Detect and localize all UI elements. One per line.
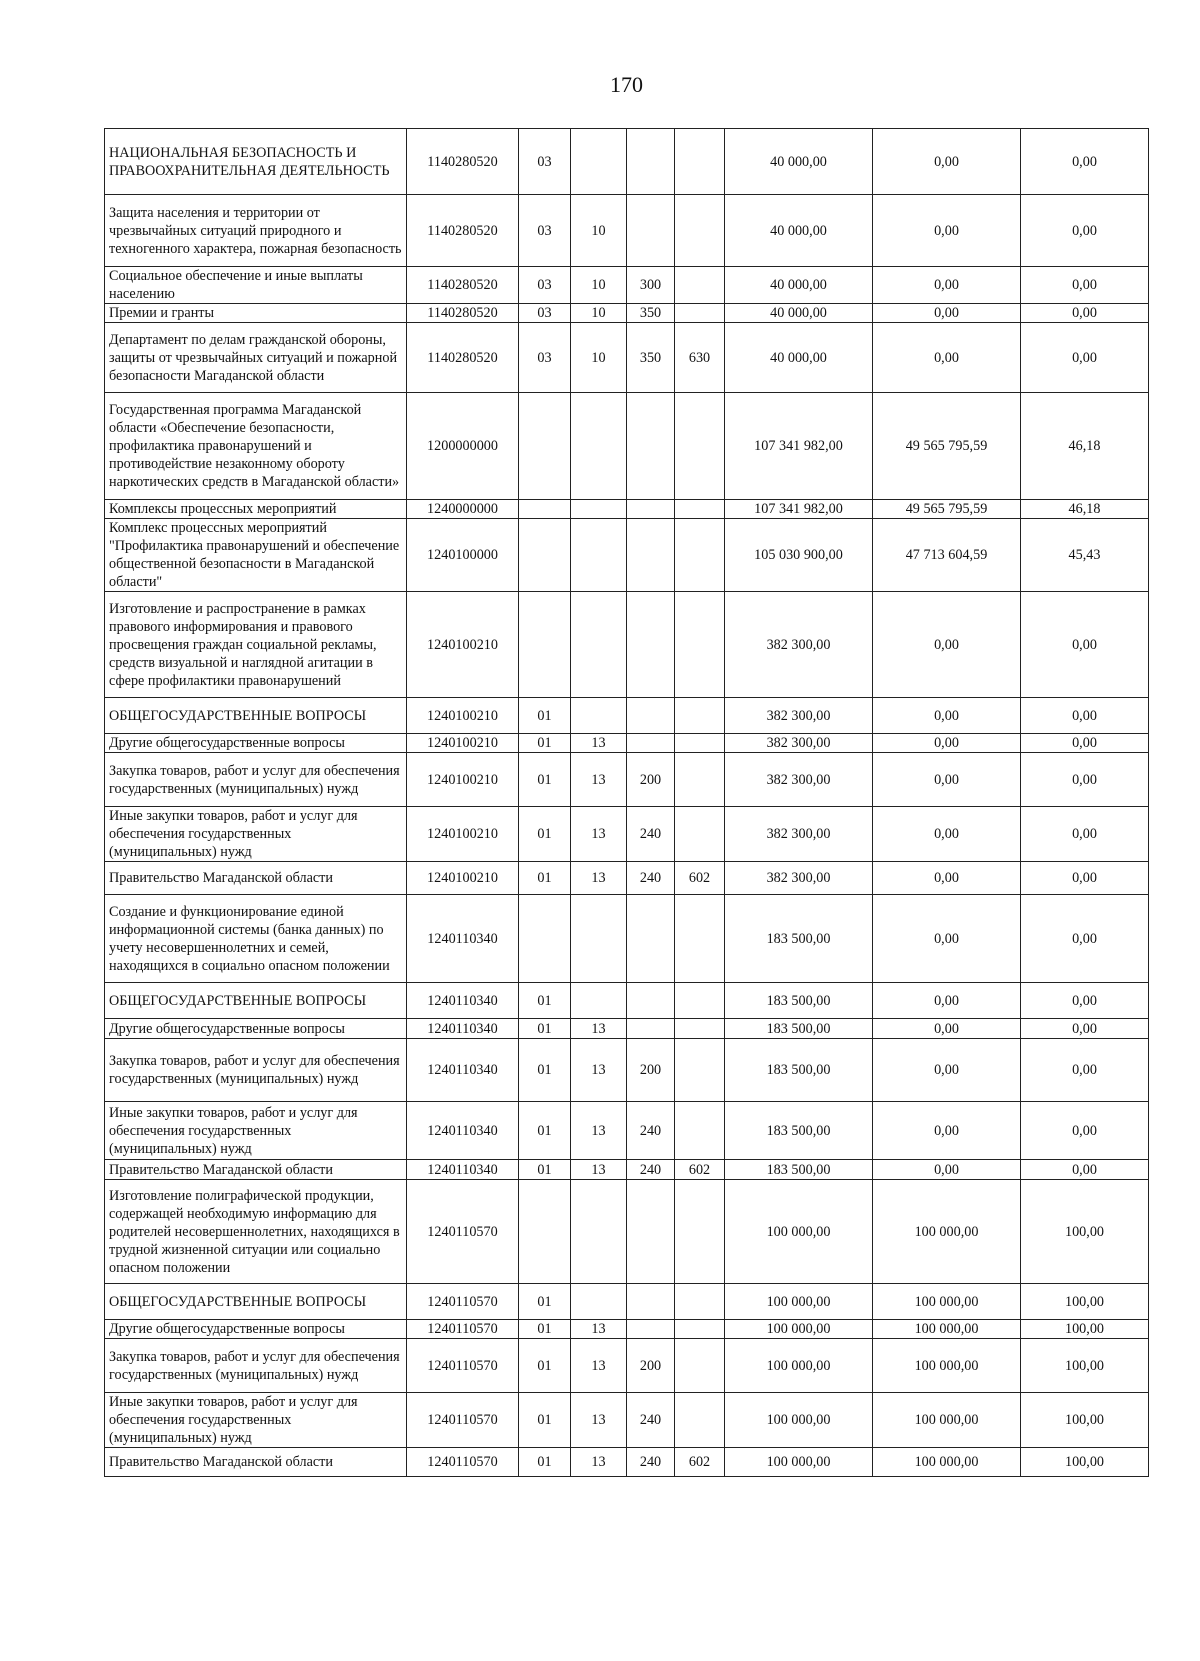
cell-administrator: 602 <box>675 1160 725 1180</box>
cell-planned-amount: 100 000,00 <box>725 1284 873 1320</box>
cell-administrator <box>675 1039 725 1102</box>
cell-administrator <box>675 983 725 1019</box>
table-row <box>105 1448 1149 1477</box>
cell-administrator <box>675 267 725 304</box>
cell-administrator <box>675 1284 725 1320</box>
cell-section: 01 <box>519 734 571 753</box>
cell-expense-type <box>627 195 675 267</box>
cell-section <box>519 393 571 500</box>
cell-percent: 0,00 <box>1021 195 1149 267</box>
cell-actual-amount: 49 565 795,59 <box>873 393 1021 500</box>
cell-actual-amount: 0,00 <box>873 1039 1021 1102</box>
table-row <box>105 1180 1149 1284</box>
cell-expense-type: 200 <box>627 1039 675 1102</box>
cell-subsection: 10 <box>571 267 627 304</box>
cell-expense-type <box>627 519 675 592</box>
cell-actual-amount: 47 713 604,59 <box>873 519 1021 592</box>
cell-administrator <box>675 195 725 267</box>
table-row <box>105 862 1149 895</box>
cell-target-code: 1140280520 <box>407 304 519 323</box>
cell-administrator: 602 <box>675 1448 725 1477</box>
cell-section: 03 <box>519 304 571 323</box>
cell-planned-amount: 100 000,00 <box>725 1339 873 1393</box>
cell-percent: 0,00 <box>1021 862 1149 895</box>
cell-target-code: 1240110570 <box>407 1393 519 1448</box>
cell-percent: 0,00 <box>1021 1102 1149 1160</box>
cell-percent: 46,18 <box>1021 500 1149 519</box>
cell-planned-amount: 105 030 900,00 <box>725 519 873 592</box>
cell-target-code: 1240100000 <box>407 519 519 592</box>
table-row <box>105 807 1149 862</box>
cell-section: 01 <box>519 753 571 807</box>
cell-expense-type <box>627 1180 675 1284</box>
cell-name: Правительство Магаданской области <box>105 1448 407 1477</box>
cell-expense-type <box>627 1320 675 1339</box>
cell-subsection: 13 <box>571 1102 627 1160</box>
cell-section <box>519 592 571 698</box>
cell-expense-type: 240 <box>627 1393 675 1448</box>
cell-actual-amount: 49 565 795,59 <box>873 500 1021 519</box>
cell-actual-amount: 100 000,00 <box>873 1339 1021 1393</box>
cell-name: Создание и функционирование единой информационной системы (банка данных) по учету несовершеннолетних и семей, находящихся в социально опасном положении <box>105 895 407 983</box>
cell-subsection: 10 <box>571 323 627 393</box>
budget-table <box>104 128 1149 1477</box>
cell-planned-amount: 40 000,00 <box>725 304 873 323</box>
cell-administrator <box>675 129 725 195</box>
cell-section: 01 <box>519 1019 571 1039</box>
cell-name: Другие общегосударственные вопросы <box>105 1019 407 1039</box>
cell-section: 03 <box>519 323 571 393</box>
table-row <box>105 1339 1149 1393</box>
cell-name: Закупка товаров, работ и услуг для обеспечения государственных (муниципальных) нужд <box>105 1039 407 1102</box>
cell-name: Правительство Магаданской области <box>105 862 407 895</box>
table-row <box>105 698 1149 734</box>
cell-percent: 100,00 <box>1021 1393 1149 1448</box>
cell-subsection: 10 <box>571 195 627 267</box>
cell-expense-type: 240 <box>627 807 675 862</box>
cell-actual-amount: 0,00 <box>873 983 1021 1019</box>
cell-name: Комплексы процессных мероприятий <box>105 500 407 519</box>
cell-target-code: 1240110340 <box>407 1160 519 1180</box>
cell-subsection: 13 <box>571 1448 627 1477</box>
cell-expense-type <box>627 698 675 734</box>
cell-actual-amount: 0,00 <box>873 807 1021 862</box>
cell-percent: 100,00 <box>1021 1339 1149 1393</box>
cell-expense-type: 240 <box>627 862 675 895</box>
cell-target-code: 1240110340 <box>407 895 519 983</box>
cell-target-code: 1240110340 <box>407 1039 519 1102</box>
cell-name: Изготовление полиграфической продукции, содержащей необходимую информацию для родителей несовершеннолетних, находящихся в трудной жизненной ситуации или социально опасном положении <box>105 1180 407 1284</box>
cell-target-code: 1240100210 <box>407 592 519 698</box>
cell-section: 01 <box>519 1448 571 1477</box>
cell-subsection: 13 <box>571 1019 627 1039</box>
table-row <box>105 1320 1149 1339</box>
cell-expense-type: 350 <box>627 323 675 393</box>
cell-section <box>519 519 571 592</box>
cell-target-code: 1140280520 <box>407 323 519 393</box>
cell-name: Социальное обеспечение и иные выплаты населению <box>105 267 407 304</box>
cell-percent: 0,00 <box>1021 807 1149 862</box>
cell-subsection <box>571 592 627 698</box>
cell-planned-amount: 100 000,00 <box>725 1393 873 1448</box>
table-row <box>105 1102 1149 1160</box>
cell-actual-amount: 0,00 <box>873 592 1021 698</box>
cell-name: Закупка товаров, работ и услуг для обеспечения государственных (муниципальных) нужд <box>105 753 407 807</box>
cell-expense-type <box>627 1019 675 1039</box>
cell-target-code: 1240110340 <box>407 983 519 1019</box>
cell-target-code: 1240110570 <box>407 1339 519 1393</box>
cell-actual-amount: 0,00 <box>873 129 1021 195</box>
cell-administrator <box>675 393 725 500</box>
cell-actual-amount: 100 000,00 <box>873 1320 1021 1339</box>
table-row <box>105 1019 1149 1039</box>
cell-expense-type <box>627 895 675 983</box>
cell-actual-amount: 0,00 <box>873 862 1021 895</box>
cell-administrator <box>675 698 725 734</box>
cell-actual-amount: 100 000,00 <box>873 1393 1021 1448</box>
cell-target-code: 1200000000 <box>407 393 519 500</box>
table-row <box>105 323 1149 393</box>
cell-percent: 100,00 <box>1021 1180 1149 1284</box>
cell-actual-amount: 0,00 <box>873 323 1021 393</box>
cell-actual-amount: 0,00 <box>873 753 1021 807</box>
cell-section: 01 <box>519 1102 571 1160</box>
cell-name: Изготовление и распространение в рамках правового информирования и правового просвещения граждан социальной рекламы, средств визуальной и наглядной агитации в сфере профилактики правонарушений <box>105 592 407 698</box>
cell-planned-amount: 382 300,00 <box>725 807 873 862</box>
cell-target-code: 1240110570 <box>407 1320 519 1339</box>
cell-name: Премии и гранты <box>105 304 407 323</box>
cell-planned-amount: 382 300,00 <box>725 698 873 734</box>
cell-subsection <box>571 500 627 519</box>
cell-percent: 100,00 <box>1021 1320 1149 1339</box>
cell-target-code: 1140280520 <box>407 129 519 195</box>
cell-expense-type <box>627 592 675 698</box>
cell-percent: 0,00 <box>1021 734 1149 753</box>
cell-administrator <box>675 304 725 323</box>
table-row <box>105 1160 1149 1180</box>
cell-subsection <box>571 1284 627 1320</box>
cell-percent: 0,00 <box>1021 592 1149 698</box>
cell-name: ОБЩЕГОСУДАРСТВЕННЫЕ ВОПРОСЫ <box>105 698 407 734</box>
cell-section: 01 <box>519 1393 571 1448</box>
cell-administrator <box>675 519 725 592</box>
cell-target-code: 1240110570 <box>407 1284 519 1320</box>
cell-percent: 0,00 <box>1021 1039 1149 1102</box>
cell-expense-type <box>627 983 675 1019</box>
cell-name: Правительство Магаданской области <box>105 1160 407 1180</box>
cell-section: 01 <box>519 1160 571 1180</box>
cell-percent: 0,00 <box>1021 895 1149 983</box>
cell-expense-type: 240 <box>627 1448 675 1477</box>
cell-planned-amount: 40 000,00 <box>725 129 873 195</box>
cell-planned-amount: 40 000,00 <box>725 323 873 393</box>
table-body <box>105 129 1149 1477</box>
cell-section: 01 <box>519 983 571 1019</box>
cell-administrator <box>675 500 725 519</box>
cell-subsection: 10 <box>571 304 627 323</box>
table-row <box>105 1284 1149 1320</box>
cell-subsection <box>571 1180 627 1284</box>
cell-planned-amount: 183 500,00 <box>725 1102 873 1160</box>
cell-planned-amount: 107 341 982,00 <box>725 500 873 519</box>
table-row <box>105 1393 1149 1448</box>
cell-percent: 100,00 <box>1021 1284 1149 1320</box>
cell-percent: 0,00 <box>1021 983 1149 1019</box>
cell-target-code: 1240100210 <box>407 862 519 895</box>
cell-subsection: 13 <box>571 1160 627 1180</box>
cell-target-code: 1240000000 <box>407 500 519 519</box>
cell-percent: 100,00 <box>1021 1448 1149 1477</box>
cell-administrator <box>675 1019 725 1039</box>
cell-section <box>519 500 571 519</box>
cell-expense-type: 300 <box>627 267 675 304</box>
cell-name: Закупка товаров, работ и услуг для обеспечения государственных (муниципальных) нужд <box>105 1339 407 1393</box>
table-row <box>105 267 1149 304</box>
cell-actual-amount: 0,00 <box>873 895 1021 983</box>
cell-percent: 0,00 <box>1021 267 1149 304</box>
cell-percent: 0,00 <box>1021 1019 1149 1039</box>
cell-target-code: 1240100210 <box>407 807 519 862</box>
cell-planned-amount: 100 000,00 <box>725 1448 873 1477</box>
cell-percent: 0,00 <box>1021 753 1149 807</box>
cell-subsection <box>571 519 627 592</box>
cell-planned-amount: 382 300,00 <box>725 592 873 698</box>
cell-percent: 0,00 <box>1021 698 1149 734</box>
cell-administrator <box>675 1339 725 1393</box>
cell-administrator: 602 <box>675 862 725 895</box>
cell-administrator <box>675 895 725 983</box>
cell-planned-amount: 183 500,00 <box>725 1160 873 1180</box>
cell-administrator <box>675 592 725 698</box>
cell-planned-amount: 100 000,00 <box>725 1320 873 1339</box>
cell-planned-amount: 183 500,00 <box>725 983 873 1019</box>
cell-section: 01 <box>519 1039 571 1102</box>
cell-expense-type: 200 <box>627 1339 675 1393</box>
cell-section: 03 <box>519 195 571 267</box>
cell-planned-amount: 40 000,00 <box>725 195 873 267</box>
cell-subsection: 13 <box>571 807 627 862</box>
cell-section <box>519 1180 571 1284</box>
cell-expense-type: 200 <box>627 753 675 807</box>
cell-administrator: 630 <box>675 323 725 393</box>
cell-name: ОБЩЕГОСУДАРСТВЕННЫЕ ВОПРОСЫ <box>105 1284 407 1320</box>
table-row <box>105 753 1149 807</box>
cell-actual-amount: 0,00 <box>873 195 1021 267</box>
cell-section: 03 <box>519 267 571 304</box>
cell-subsection <box>571 393 627 500</box>
cell-subsection: 13 <box>571 1393 627 1448</box>
cell-planned-amount: 382 300,00 <box>725 734 873 753</box>
cell-percent: 0,00 <box>1021 304 1149 323</box>
cell-target-code: 1240110570 <box>407 1180 519 1284</box>
cell-percent: 45,43 <box>1021 519 1149 592</box>
cell-planned-amount: 382 300,00 <box>725 862 873 895</box>
cell-expense-type: 240 <box>627 1160 675 1180</box>
cell-section: 01 <box>519 807 571 862</box>
cell-administrator <box>675 734 725 753</box>
table-row <box>105 983 1149 1019</box>
cell-target-code: 1140280520 <box>407 267 519 304</box>
cell-subsection: 13 <box>571 1320 627 1339</box>
cell-name: Другие общегосударственные вопросы <box>105 734 407 753</box>
cell-subsection: 13 <box>571 1039 627 1102</box>
cell-expense-type <box>627 734 675 753</box>
table-row <box>105 195 1149 267</box>
table-row <box>105 895 1149 983</box>
cell-subsection <box>571 895 627 983</box>
table-row <box>105 734 1149 753</box>
cell-name: Иные закупки товаров, работ и услуг для обеспечения государственных (муниципальных) нужд <box>105 807 407 862</box>
cell-actual-amount: 100 000,00 <box>873 1448 1021 1477</box>
cell-subsection: 13 <box>571 734 627 753</box>
cell-actual-amount: 0,00 <box>873 304 1021 323</box>
cell-subsection: 13 <box>571 862 627 895</box>
cell-name: ОБЩЕГОСУДАРСТВЕННЫЕ ВОПРОСЫ <box>105 983 407 1019</box>
cell-administrator <box>675 1393 725 1448</box>
cell-percent: 46,18 <box>1021 393 1149 500</box>
table-row <box>105 500 1149 519</box>
page-number: 170 <box>610 72 643 97</box>
cell-name: Департамент по делам гражданской обороны, защиты от чрезвычайных ситуаций и пожарной безопасности Магаданской области <box>105 323 407 393</box>
cell-subsection <box>571 983 627 1019</box>
cell-name: Другие общегосударственные вопросы <box>105 1320 407 1339</box>
cell-name: Защита населения и территории от чрезвычайных ситуаций природного и техногенного характера, пожарная безопасность <box>105 195 407 267</box>
cell-actual-amount: 0,00 <box>873 267 1021 304</box>
cell-expense-type <box>627 129 675 195</box>
cell-administrator <box>675 1320 725 1339</box>
cell-actual-amount: 0,00 <box>873 1102 1021 1160</box>
cell-administrator <box>675 1180 725 1284</box>
cell-target-code: 1240100210 <box>407 734 519 753</box>
cell-actual-amount: 0,00 <box>873 1160 1021 1180</box>
cell-section <box>519 895 571 983</box>
cell-subsection <box>571 129 627 195</box>
cell-planned-amount: 107 341 982,00 <box>725 393 873 500</box>
cell-subsection <box>571 698 627 734</box>
cell-actual-amount: 0,00 <box>873 734 1021 753</box>
cell-target-code: 1240100210 <box>407 698 519 734</box>
cell-expense-type: 350 <box>627 304 675 323</box>
cell-planned-amount: 183 500,00 <box>725 1039 873 1102</box>
cell-section: 01 <box>519 698 571 734</box>
cell-planned-amount: 382 300,00 <box>725 753 873 807</box>
cell-administrator <box>675 1102 725 1160</box>
cell-name: Государственная программа Магаданской области «Обеспечение безопасности, профилактика правонарушений и противодействие незаконному обороту наркотических средств в Магаданской области» <box>105 393 407 500</box>
cell-expense-type <box>627 1284 675 1320</box>
cell-target-code: 1240110340 <box>407 1102 519 1160</box>
cell-percent: 0,00 <box>1021 1160 1149 1180</box>
cell-actual-amount: 100 000,00 <box>873 1180 1021 1284</box>
cell-planned-amount: 183 500,00 <box>725 1019 873 1039</box>
table-row <box>105 1039 1149 1102</box>
cell-name: Иные закупки товаров, работ и услуг для обеспечения государственных (муниципальных) нужд <box>105 1393 407 1448</box>
cell-percent: 0,00 <box>1021 323 1149 393</box>
cell-expense-type <box>627 393 675 500</box>
cell-target-code: 1240110570 <box>407 1448 519 1477</box>
cell-expense-type <box>627 500 675 519</box>
cell-name: Комплекс процессных мероприятий "Профилактика правонарушений и обеспечение общественной безопасности в Магаданской области" <box>105 519 407 592</box>
table-row <box>105 592 1149 698</box>
cell-administrator <box>675 807 725 862</box>
cell-target-code: 1240100210 <box>407 753 519 807</box>
cell-percent: 0,00 <box>1021 129 1149 195</box>
table-row <box>105 519 1149 592</box>
table-row <box>105 393 1149 500</box>
cell-planned-amount: 183 500,00 <box>725 895 873 983</box>
cell-planned-amount: 100 000,00 <box>725 1180 873 1284</box>
cell-name: НАЦИОНАЛЬНАЯ БЕЗОПАСНОСТЬ И ПРАВООХРАНИТЕЛЬНАЯ ДЕЯТЕЛЬНОСТЬ <box>105 129 407 195</box>
cell-name: Иные закупки товаров, работ и услуг для обеспечения государственных (муниципальных) нужд <box>105 1102 407 1160</box>
cell-section: 01 <box>519 1320 571 1339</box>
table-row <box>105 304 1149 323</box>
cell-subsection: 13 <box>571 1339 627 1393</box>
cell-planned-amount: 40 000,00 <box>725 267 873 304</box>
cell-administrator <box>675 753 725 807</box>
cell-actual-amount: 100 000,00 <box>873 1284 1021 1320</box>
cell-subsection: 13 <box>571 753 627 807</box>
cell-section: 01 <box>519 1284 571 1320</box>
cell-target-code: 1140280520 <box>407 195 519 267</box>
cell-section: 01 <box>519 862 571 895</box>
cell-target-code: 1240110340 <box>407 1019 519 1039</box>
cell-expense-type: 240 <box>627 1102 675 1160</box>
cell-actual-amount: 0,00 <box>873 1019 1021 1039</box>
table-row <box>105 129 1149 195</box>
cell-section: 03 <box>519 129 571 195</box>
cell-section: 01 <box>519 1339 571 1393</box>
cell-actual-amount: 0,00 <box>873 698 1021 734</box>
